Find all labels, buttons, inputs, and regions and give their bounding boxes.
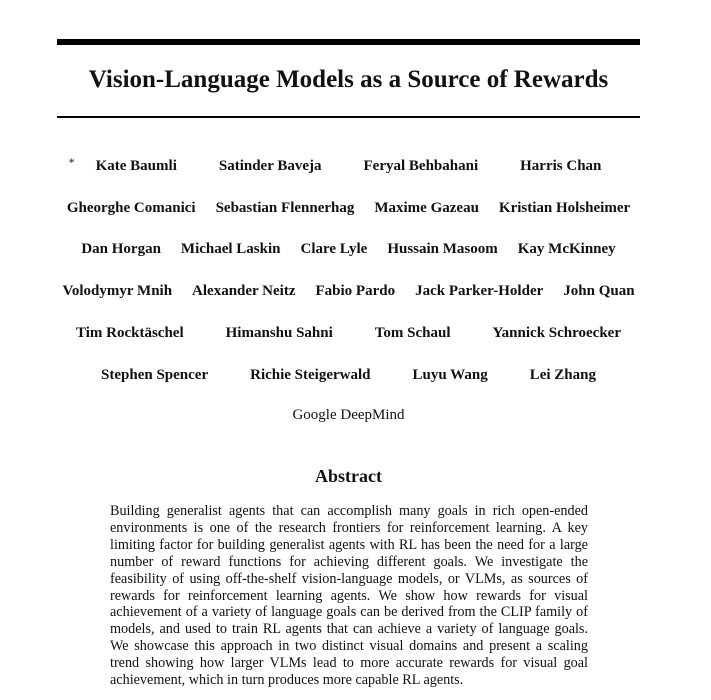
author-row — [57, 239, 640, 259]
author-row — [57, 156, 640, 176]
abstract-body: Building generalist agents that can accomplish many goals in rich open-ended environments is one of the research frontiers for reinforcement learning. A key limiting factor for building generalist agents with RL has been the need for a large number of reward functions for achieving different goals. We investigate the feasibility of using off-the-shelf vision-language models, or VLMs, as sources of rewards for reinforcement learning agents. We show how rewards for visual achievement of a variety of language goals can be derived from the CLIP family of models, and used to train RL agents that can achieve a variety of language goals. We showcase this approach in two distinct visual domains and present a scaling trend showing how larger VLMs lead to more accurate rewards for visual goal achievement, which in turn produces more capable RL agents. — [110, 503, 588, 689]
author-row — [57, 281, 640, 301]
author-name: Dan Horgan — [81, 241, 161, 257]
author-name: Luyu Wang — [412, 367, 488, 383]
author-name: Tim Rocktäschel — [76, 325, 184, 341]
author-name: Hussain Masoom — [387, 241, 498, 257]
author-name: Gheorghe Comanici — [66, 200, 196, 216]
author-name: Volodymyr Mnih — [62, 283, 173, 299]
author-name: Michael Laskin — [180, 241, 281, 257]
author-name: Clare Lyle — [300, 241, 368, 257]
author-row — [57, 323, 640, 343]
author-name: Alexander Neitz — [192, 283, 296, 299]
author-name: John Quan — [563, 283, 635, 299]
author-name: Kay McKinney — [517, 241, 616, 257]
affiliation: Google DeepMind — [292, 407, 405, 423]
author-row — [57, 365, 640, 385]
author-name: Stephen Spencer — [101, 367, 209, 383]
author-row — [57, 198, 640, 218]
abstract-heading: Abstract — [315, 466, 382, 486]
author-name: Harris Chan — [520, 158, 602, 174]
author-name: Jack Parker-Holder — [415, 283, 544, 299]
author-name: Lei Zhang — [529, 367, 596, 383]
title-top-rule — [57, 39, 640, 45]
author-name: Satinder Baveja — [218, 158, 322, 174]
title-bottom-rule — [57, 116, 640, 118]
author-name: Feryal Behbahani — [363, 158, 479, 174]
paper-title: Vision-Language Models as a Source of Rewards — [88, 66, 609, 93]
author-name: * Kate Baumli — [75, 156, 198, 176]
author-name: Sebastian Flennerhag — [215, 200, 355, 216]
author-name: Yannick Schroecker — [492, 325, 621, 341]
author-name: Kristian Holsheimer — [498, 200, 631, 216]
author-name: Richie Steigerwald — [250, 367, 371, 383]
author-name: Fabio Pardo — [315, 283, 396, 299]
author-name: Tom Schaul — [374, 325, 451, 341]
author-name: Maxime Gazeau — [374, 200, 479, 216]
author-footnote-marker: * — [68, 155, 75, 169]
author-name: Himanshu Sahni — [225, 325, 333, 341]
